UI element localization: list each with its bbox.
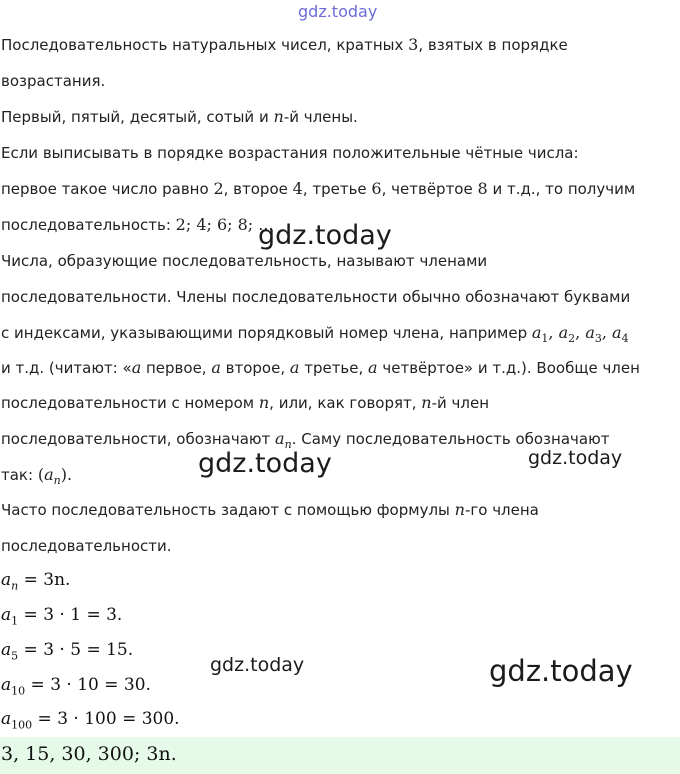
text: Последовательность натуральных чисел, кратных xyxy=(1,36,409,54)
math-variable: a xyxy=(585,323,595,342)
math-variable: a xyxy=(1,675,12,695)
text-line xyxy=(1,465,72,491)
math-number: 4 xyxy=(292,179,303,198)
formula-general xyxy=(1,569,70,597)
text: третье, xyxy=(299,359,369,377)
math-comma: , xyxy=(601,323,613,342)
math-variable: a xyxy=(275,429,285,448)
text: . Саму последовательность обозначают xyxy=(291,430,610,448)
text-line xyxy=(1,358,640,378)
math-variable: a xyxy=(1,640,12,660)
text: последовательности с номером xyxy=(1,394,259,412)
math-number: 8 xyxy=(477,179,488,198)
math-subscript: 4 xyxy=(621,332,629,345)
text-line: последовательности. Члены последовательности обычно обозначают буквами xyxy=(1,288,631,306)
math-subscript: 100 xyxy=(11,718,33,732)
text: второе, xyxy=(220,359,290,377)
math-variable: n xyxy=(454,500,465,519)
watermark: gdz.today xyxy=(528,447,623,469)
text: -й член xyxy=(431,394,490,412)
math-sequence: 2; 4; 6; 8; ... xyxy=(175,215,274,234)
math-variable: a xyxy=(558,323,569,342)
math-variable: a xyxy=(368,358,378,377)
formula-a1 xyxy=(1,604,122,632)
text-line xyxy=(1,179,635,199)
formula-rhs: = 3n. xyxy=(18,570,71,590)
math-variable: a xyxy=(1,709,12,729)
watermark-top: gdz.today xyxy=(298,2,378,21)
math-subscript: 1 xyxy=(11,614,19,628)
math-variable: a xyxy=(44,465,54,484)
math-number: 6 xyxy=(371,179,382,198)
text-line: последовательности. xyxy=(1,537,172,555)
math-subscript: 10 xyxy=(11,684,26,698)
formula-rhs: = 3 · 1 = 3. xyxy=(18,605,123,625)
math-number: 3 xyxy=(408,35,419,54)
text: и т.д. (читают: « xyxy=(1,359,132,377)
watermark: gdz.today xyxy=(489,654,633,688)
math-paren: ). xyxy=(60,465,73,484)
text: Первый, пятый, десятый, сотый и xyxy=(1,108,274,126)
math-variable: n xyxy=(258,393,270,412)
text-line xyxy=(1,323,629,349)
formula-a10 xyxy=(1,674,151,702)
text: , четвёртое xyxy=(381,180,478,198)
math-variable: n xyxy=(273,107,284,126)
math-subscript: 1 xyxy=(541,332,549,345)
text-line: возрастания. xyxy=(1,72,106,90)
text: и т.д., то получим xyxy=(487,180,636,198)
formula-a100 xyxy=(1,708,180,736)
text: Часто последовательность задают с помощью формулы xyxy=(1,501,455,519)
text: первое, xyxy=(141,359,212,377)
math-comma: , xyxy=(548,323,559,342)
text: , третье xyxy=(302,180,372,198)
text: -й члены. xyxy=(283,108,358,126)
answer-text: 3, 15, 30, 300; 3n. xyxy=(1,743,177,765)
math-variable: a xyxy=(131,358,142,377)
watermark: gdz.today xyxy=(198,448,332,479)
math-subscript: 3 xyxy=(594,332,602,345)
math-variable: a xyxy=(211,358,221,377)
text: с индексами, указывающими порядковый номер члена, например xyxy=(1,324,532,342)
text: четвёртое» и т.д.). Вообще член xyxy=(377,359,640,377)
text-line xyxy=(1,215,274,235)
formula-rhs: = 3 · 5 = 15. xyxy=(18,640,134,660)
math-number: 2 xyxy=(213,179,224,198)
math-variable: a xyxy=(612,323,622,342)
text: -го члена xyxy=(464,501,539,519)
math-paren: ( xyxy=(37,465,45,484)
text-line: Если выписывать в порядке возрастания положительные чётные числа: xyxy=(1,144,579,162)
watermark: gdz.today xyxy=(210,654,305,676)
text: , или, как говорят, xyxy=(269,394,422,412)
text: так: xyxy=(1,466,38,484)
formula-rhs: = 3 · 100 = 300. xyxy=(32,709,180,729)
math-variable: a xyxy=(289,358,300,377)
math-comma: , xyxy=(575,323,586,342)
math-subscript: 5 xyxy=(11,649,19,663)
math-variable: a xyxy=(1,570,12,590)
math-variable: a xyxy=(531,323,542,342)
text-line xyxy=(1,107,358,127)
text-line xyxy=(1,393,489,413)
text: , второе xyxy=(223,180,293,198)
text-line xyxy=(1,500,539,520)
text: последовательность: xyxy=(1,216,176,234)
math-variable: n xyxy=(421,393,432,412)
formula-rhs: = 3 · 10 = 30. xyxy=(25,675,151,695)
text-line xyxy=(1,35,568,55)
text: первое такое число равно xyxy=(1,180,214,198)
watermark: gdz.today xyxy=(258,220,392,251)
text: , взятых в порядке xyxy=(418,36,568,54)
text: последовательности, обозначают xyxy=(1,430,276,448)
math-subscript: n xyxy=(284,438,292,451)
math-subscript: 2 xyxy=(568,332,576,345)
text-line: Числа, образующие последовательность, называют членами xyxy=(1,252,488,270)
math-variable: a xyxy=(1,605,12,625)
math-subscript: n xyxy=(11,579,19,593)
formula-a5 xyxy=(1,639,133,667)
math-subscript: n xyxy=(53,474,61,487)
